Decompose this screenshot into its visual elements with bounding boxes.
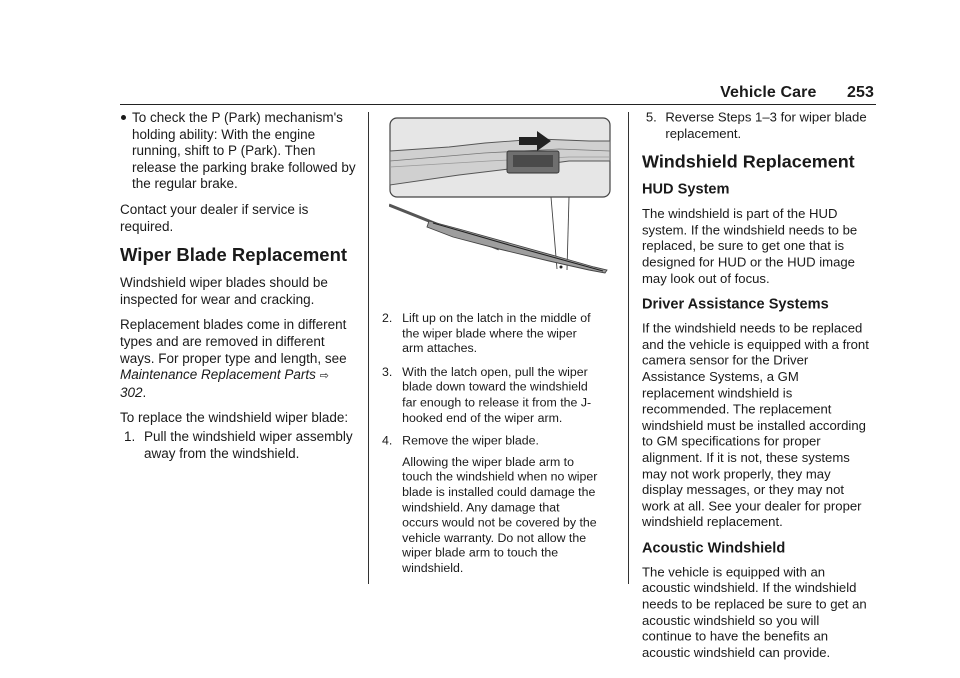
step-1: 1. Pull the windshield wiper assembly away from the windshield. [124, 428, 353, 461]
replacement-types-text: Replacement blades come in different types and are removed in different ways. For proper type and length, see Maintenance Replacement Parts ⇨ 302. [120, 317, 347, 400]
step-3: 3. With the latch open, pull the wiper blade down toward the windshield far enough to release it from the J-hooked end of the wiper arm. [382, 364, 592, 425]
bullet-text: To check the P (Park) mechanism's holding ability: With the engine running, shift to P (Park). Then release the parking brake followed by the regular brake. [132, 110, 356, 192]
page-reference[interactable]: 302 [120, 384, 143, 400]
wiper-blade-heading: Wiper Blade Replacement [120, 244, 348, 266]
step-4: 4. Remove the wiper blade. [382, 433, 539, 448]
column-divider-left [368, 112, 369, 584]
contact-dealer-text: Contact your dealer if service is required. [120, 201, 309, 234]
acoustic-windshield-heading: Acoustic Windshield [642, 539, 786, 557]
column-2 [382, 311, 598, 584]
driver-assistance-heading: Driver Assistance Systems [642, 295, 829, 313]
running-header [0, 84, 874, 102]
step-2: 2. Lift up on the latch in the middle of the wiper blade where the wiper arm attaches. [382, 311, 591, 356]
section-title: Vehicle Care [720, 84, 817, 101]
hud-system-heading: HUD System [642, 181, 730, 198]
column-1 [120, 110, 356, 471]
inspect-text: Windshield wiper blades should be inspected for wear and cracking. [120, 275, 328, 307]
windshield-replacement-heading: Windshield Replacement [642, 151, 855, 172]
column-divider-right [628, 112, 629, 584]
header-rule [120, 104, 876, 105]
hud-system-text: The windshield is part of the HUD system. If the windshield needs to be replaced, be sure to get one that is designed for HUD or the HUD image may look out of focus. [642, 206, 858, 286]
driver-assistance-text: If the windshield needs to be replaced and the vehicle is equipped with a front camera sensor for the Driver Assistance Systems, a GM replacement windshield is recommended. The replacement windshield must be installed according to GM specifications for proper alignment. If it is not, these systems may not work properly, they may display messages, or they may not work at all. See your dealer for proper windshield replacement. [642, 321, 869, 530]
caution-text: Allowing the wiper blade arm to touch the windshield when no wiper blade is installed could damage the windshield. Any damage that occurs would not be covered by the vehicle warranty. Do not allow the wiper blade arm to touch the windshield. [402, 454, 598, 575]
bullet-dot-icon [121, 115, 126, 120]
bullet-item [120, 110, 356, 193]
replace-intro-text: To replace the windshield wiper blade: [120, 410, 349, 426]
step-5: 5. Reverse Steps 1–3 for wiper blade replacement. [645, 110, 867, 141]
wiper-blade-illustration [389, 117, 611, 277]
page-number: 253 [847, 84, 874, 101]
column-3 [642, 110, 871, 670]
maintenance-parts-link[interactable]: Maintenance Replacement Parts [120, 367, 316, 383]
page-reference-arrow-icon: ⇨ [319, 370, 329, 383]
acoustic-windshield-text: The vehicle is equipped with an acoustic windshield. If the windshield needs to be replaced be sure to get an acoustic windshield so you will continue to have the benefits an acoustic windshield can provide. [642, 564, 867, 661]
